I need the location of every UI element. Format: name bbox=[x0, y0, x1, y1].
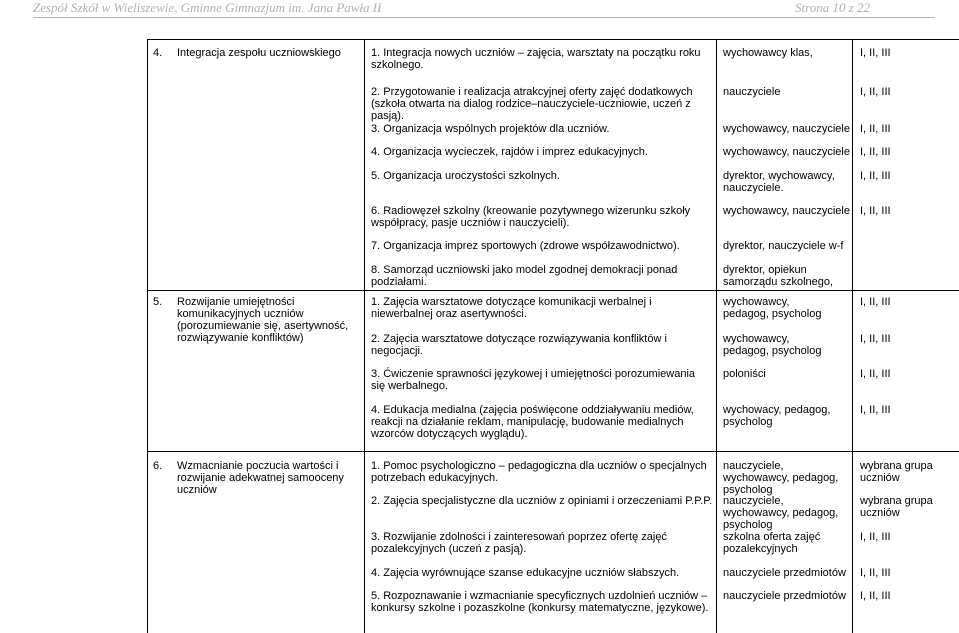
responsible-text: nauczyciele, wychowawcy, pedagog, psycholog bbox=[723, 460, 839, 496]
task-text: 2. Zajęcia specjalistyczne dla uczniów z opiniami i orzeczeniami P.P.P. bbox=[371, 495, 713, 507]
classes-text: I, II, III bbox=[860, 590, 891, 602]
task-text: 3. Organizacja wspólnych projektów dla uczniów. bbox=[371, 123, 610, 135]
header-school-name: Zespół Szkół w Wieliszewie, Gminne Gimnazjum im. Jana Pawła II bbox=[33, 0, 382, 15]
section-title: Integracja zespołu uczniowskiego bbox=[177, 47, 341, 59]
task-text: 8. Samorząd uczniowski jako model zgodnej demokracji ponad podziałami. bbox=[371, 264, 678, 288]
column-divider-3 bbox=[852, 39, 853, 633]
task-text: 3. Rozwijanie zdolności i zainteresowań poprzez ofertę zajęć pozalekcyjnych (uczeń z pasją). bbox=[371, 531, 667, 555]
task-text: 3. Ćwiczenie sprawności językowej i umiejętności porozumiewania się werbalnego. bbox=[371, 368, 696, 392]
classes-text: wybrana grupa uczniów bbox=[860, 460, 933, 484]
section-number: 6. bbox=[153, 460, 163, 472]
task-text: 2. Przygotowanie i realizacja atrakcyjnej oferty zajęć dodatkowych (szkoła otwarta na dialog rodzice–nauczyciele-uczniowie, uczeń z pasją). bbox=[371, 86, 693, 122]
section-number: 4. bbox=[153, 47, 163, 59]
responsible-text: wychowawcy, pedagog, psycholog bbox=[723, 296, 822, 320]
task-text: 6. Radiowęzeł szkolny (kreowanie pozytywnego wizerunku szkoły współpracy, pasje uczniów i nauczycieli). bbox=[371, 205, 691, 229]
responsible-text: dyrektor, opiekun samorządu szkolnego, bbox=[723, 264, 834, 288]
responsible-text: nauczyciele przedmiotów bbox=[723, 567, 846, 579]
classes-text: I, II, III bbox=[860, 404, 891, 416]
responsible-text: szkolna oferta zajęć pozalekcyjnych bbox=[723, 531, 821, 555]
task-text: 4. Zajęcia wyrównujące szanse edukacyjne uczniów słabszych. bbox=[371, 567, 680, 579]
classes-text: I, II, III bbox=[860, 205, 891, 217]
responsible-text: wychowawcy klas, bbox=[723, 47, 813, 59]
table-top-border bbox=[147, 39, 959, 40]
responsible-text: wychowawcy, pedagog, psycholog bbox=[723, 333, 822, 357]
responsible-text: wychowawcy, nauczyciele bbox=[723, 123, 850, 135]
classes-text: I, II, III bbox=[860, 146, 891, 158]
section-title: Wzmacnianie poczucia wartości i rozwijanie adekwatnej samooceny uczniów bbox=[177, 460, 344, 496]
classes-text: I, II, III bbox=[860, 296, 891, 308]
classes-text: I, II, III bbox=[860, 368, 891, 380]
classes-text: I, II, III bbox=[860, 47, 891, 59]
classes-text: wybrana grupa uczniów bbox=[860, 495, 933, 519]
responsible-text: wychowawcy, nauczyciele bbox=[723, 205, 850, 217]
section-divider-5 bbox=[147, 290, 959, 291]
task-text: 1. Pomoc psychologiczno – pedagogiczna dla uczniów o specjalnych potrzebach edukacyjnych. bbox=[371, 460, 707, 484]
section-title: Rozwijanie umiejętności komunikacyjnych uczniów (porozumiewanie się, asertywność, rozwiązywanie konfliktów) bbox=[177, 296, 349, 344]
classes-text: I, II, III bbox=[860, 333, 891, 345]
responsible-text: dyrektor, nauczyciele w-f bbox=[723, 240, 844, 252]
task-text: 7. Organizacja imprez sportowych (zdrowe współzawodnictwo). bbox=[371, 240, 680, 252]
task-text: 2. Zajęcia warsztatowe dotyczące rozwiązywania konfliktów i negocjacji. bbox=[371, 333, 667, 357]
header-rule bbox=[33, 17, 935, 18]
page-header bbox=[0, 0, 959, 22]
responsible-text: poloniści bbox=[723, 368, 766, 380]
task-text: 4. Organizacja wycieczek, rajdów i imprez edukacyjnych. bbox=[371, 146, 648, 158]
task-text: 1. Integracja nowych uczniów – zajęcia, warsztaty na początku roku szkolnego. bbox=[371, 47, 701, 71]
responsible-text: nauczyciele bbox=[723, 86, 781, 98]
section-divider-6 bbox=[147, 451, 959, 452]
task-text: 5. Organizacja uroczystości szkolnych. bbox=[371, 170, 560, 182]
classes-text: I, II, III bbox=[860, 567, 891, 579]
responsible-text: nauczyciele, wychowawcy, pedagog, psycholog bbox=[723, 495, 839, 531]
classes-text: I, II, III bbox=[860, 170, 891, 182]
responsible-text: dyrektor, wychowawcy, nauczyciele. bbox=[723, 170, 835, 194]
responsible-text: wychowawcy, nauczyciele bbox=[723, 146, 850, 158]
classes-text: I, II, III bbox=[860, 531, 891, 543]
table-left-border bbox=[147, 39, 148, 633]
column-divider-1 bbox=[364, 39, 365, 633]
column-divider-2 bbox=[716, 39, 717, 633]
responsible-text: nauczyciele przedmiotów bbox=[723, 590, 846, 602]
responsible-text: wychowacy, pedagog, psycholog bbox=[723, 404, 831, 428]
classes-text: I, II, III bbox=[860, 123, 891, 135]
task-text: 5. Rozpoznawanie i wzmacnianie specyficznych uzdolnień uczniów – konkursy szkolne i pozaszkolne (konkursy matematyczne, językowe). bbox=[371, 590, 709, 614]
task-text: 4. Edukacja medialna (zajęcia poświęcone oddziaływaniu mediów, reakcji na działanie reklam, manipulację, budowanie medialnych wzorców dotyczących wyglądu). bbox=[371, 404, 694, 440]
section-number: 5. bbox=[153, 296, 163, 308]
classes-text: I, II, III bbox=[860, 86, 891, 98]
header-page-number: Strona 10 z 22 bbox=[795, 0, 870, 15]
task-text: 1. Zajęcia warsztatowe dotyczące komunikacji werbalnej i niewerbalnej oraz asertywności. bbox=[371, 296, 652, 320]
